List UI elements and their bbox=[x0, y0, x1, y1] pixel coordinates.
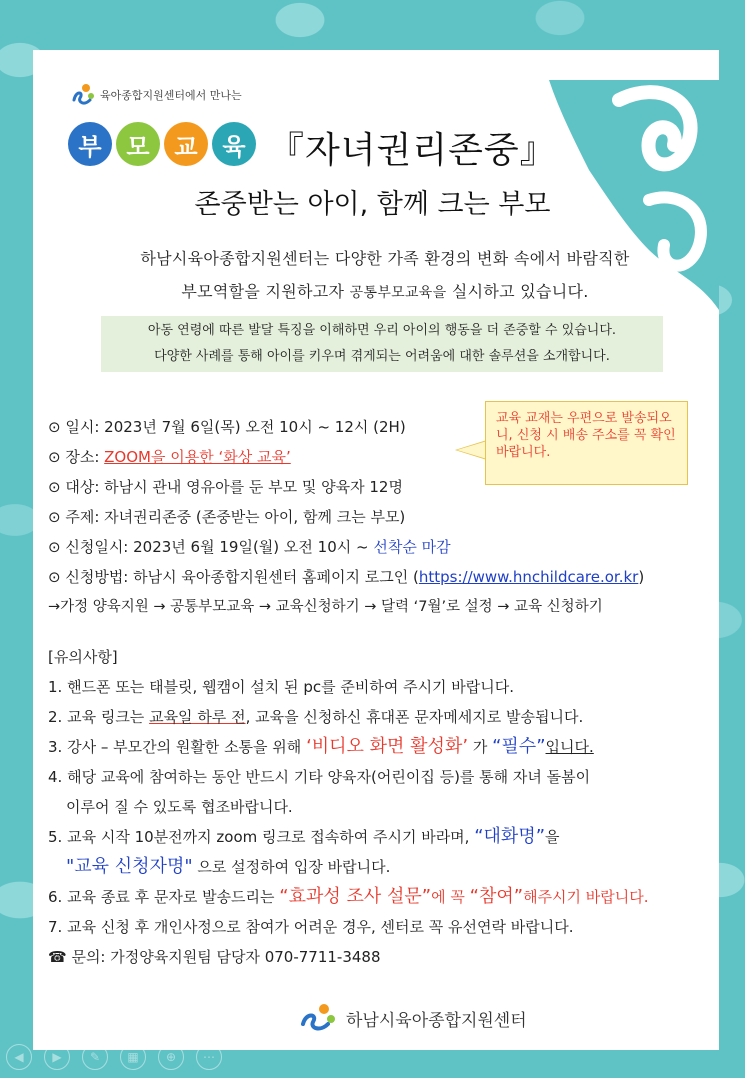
info-apply bbox=[48, 532, 644, 562]
info-topic bbox=[48, 502, 644, 532]
info-method-label: 신청방법: 하남시 육아종합지원센터 홈페이지 로그인 ( bbox=[60, 568, 419, 586]
note-5e: 으로 설정하여 입장 바랍니다. bbox=[192, 858, 391, 876]
badge-mo: 모 bbox=[116, 122, 160, 166]
info-method-close: ) bbox=[638, 568, 645, 586]
note-2b: 교육일 하루 전 bbox=[149, 708, 246, 726]
intro-line-2a: 부모역할을 지원하고자 bbox=[181, 282, 350, 301]
center-logo-icon bbox=[70, 82, 96, 108]
page-title: 『자녀권리존중』 bbox=[268, 130, 557, 171]
contact-line bbox=[48, 942, 649, 972]
intro-line-2 bbox=[60, 275, 710, 310]
org-tagline-row bbox=[70, 82, 242, 108]
info-place-label: 장소: bbox=[60, 448, 105, 466]
notes-heading: [유의사항] bbox=[48, 648, 118, 666]
note-1: 1. 핸드폰 또는 태블릿, 웹캠이 설치 된 pc를 준비하여 주시기 바랍니다. bbox=[48, 678, 515, 696]
info-path: →가정 양육지원 → 공통부모교육 → 교육신청하기 → 달력 ‘7월’로 설정 → 교육 신청하기 bbox=[48, 599, 603, 615]
callout-tail-fill bbox=[457, 441, 487, 459]
info-target-text: 대상: 하남시 관내 영유아를 둔 부모 및 양육자 12명 bbox=[60, 478, 403, 496]
intro-line-1: 하남시육아종합지원센터는 다양한 가족 환경의 변화 속에서 바람직한 bbox=[140, 249, 630, 268]
note-5-cont bbox=[48, 852, 649, 882]
summary-line-1: 아동 연령에 따른 발달 특징을 이해하면 우리 아이의 행동을 더 존중할 수 있습니다. bbox=[147, 323, 617, 338]
pen-icon[interactable]: ✎ bbox=[82, 1044, 108, 1070]
note-4b: 이루어 질 수 있도록 협조바랍니다. bbox=[66, 798, 293, 816]
note-2a: 2. 교육 링크는 bbox=[48, 708, 150, 726]
summary-line-2: 다양한 사례를 통해 아이를 키우며 겪게되는 어려움에 대한 솔루션을 소개합니다. bbox=[154, 349, 610, 364]
note-6d: “참여” bbox=[469, 886, 524, 907]
note-7: 7. 교육 신청 후 개인사정으로 참여가 어려운 경우, 센터로 꼭 유선연락 바랍니다. bbox=[48, 918, 574, 936]
bullet-icon: ⊙ bbox=[48, 478, 61, 496]
org-tagline: 육아종합지원센터에서 만나는 bbox=[100, 89, 242, 102]
prev-slide-icon[interactable]: ◀ bbox=[6, 1044, 32, 1070]
bullet-icon: ⊙ bbox=[48, 538, 61, 556]
note-3 bbox=[48, 732, 649, 762]
note-3a: 3. 강사 – 부모간의 원활한 소통을 위해 bbox=[48, 738, 307, 756]
note-3c: 가 bbox=[468, 738, 493, 756]
info-apply-note: 선착순 마감 bbox=[373, 538, 451, 556]
note-6 bbox=[48, 882, 649, 912]
note-6b: “효과성 조사 설문” bbox=[279, 886, 432, 907]
badge-row bbox=[68, 122, 256, 166]
intro-line-2b: 공통부모교육을 bbox=[349, 285, 447, 301]
bullet-icon: ⊙ bbox=[48, 508, 61, 526]
note-4a: 4. 해당 교육에 참여하는 동안 반드시 기타 양육자(어린이집 등)를 통해 자녀 돌봄이 bbox=[48, 768, 591, 786]
note-2 bbox=[48, 702, 649, 732]
intro-text bbox=[60, 242, 710, 310]
note-5b: “대화명” bbox=[474, 826, 546, 847]
bullet-icon: ⊙ bbox=[48, 568, 61, 586]
slides-icon[interactable]: ▦ bbox=[120, 1044, 146, 1070]
badge-bu: 부 bbox=[68, 122, 112, 166]
bullet-icon: ⊙ bbox=[48, 448, 61, 466]
footer-logo-icon bbox=[298, 1002, 338, 1034]
more-icon[interactable]: ⋯ bbox=[196, 1044, 222, 1070]
next-slide-icon[interactable]: ▶ bbox=[44, 1044, 70, 1070]
homepage-link[interactable]: https://www.hnchildcare.or.kr bbox=[418, 568, 639, 586]
footer-org-name: 하남시육아종합지원센터 bbox=[346, 1010, 527, 1031]
info-method bbox=[48, 562, 644, 592]
note-3d: “필수” bbox=[492, 736, 546, 757]
note-6a: 6. 교육 종료 후 문자로 발송드리는 bbox=[48, 888, 280, 906]
zoom-icon[interactable]: ⊕ bbox=[158, 1044, 184, 1070]
note-3b: ‘비디오 화면 활성화’ bbox=[306, 736, 469, 757]
page-subtitle: 존중받는 아이, 함께 크는 부모 bbox=[194, 189, 551, 220]
intro-line-2c: 실시하고 있습니다. bbox=[446, 282, 589, 301]
footer-org bbox=[298, 1002, 527, 1034]
note-5d: "교육 신청자명" bbox=[66, 856, 193, 877]
bullet-icon: ⊙ bbox=[48, 418, 61, 436]
badge-gyo: 교 bbox=[164, 122, 208, 166]
note-3e: 입니다. bbox=[545, 738, 594, 756]
summary-box bbox=[101, 316, 663, 372]
info-apply-label: 신청일시: 2023년 6월 19일(월) 오전 10시 ~ bbox=[60, 538, 374, 556]
viewer-toolbar bbox=[6, 1044, 222, 1070]
note-5c: 을 bbox=[545, 828, 560, 846]
note-2c: , 교육을 신청하신 휴대폰 문자메세지로 발송됩니다. bbox=[245, 708, 584, 726]
note-5a: 5. 교육 시작 10분전까지 zoom 링크로 접속하여 주시기 바라며, bbox=[48, 828, 475, 846]
note-6c: 에 꼭 bbox=[431, 888, 470, 906]
materials-callout: 교육 교재는 우편으로 발송되오니, 신청 시 배송 주소를 꼭 확인 바랍니다. bbox=[485, 401, 688, 485]
info-topic-text: 주제: 자녀권리존중 (존중받는 아이, 함께 크는 부모) bbox=[60, 508, 406, 526]
note-6e: 해주시기 바랍니다. bbox=[523, 888, 649, 906]
note-5 bbox=[48, 822, 649, 852]
phone-icon: ☎ bbox=[48, 948, 67, 966]
notes-list bbox=[48, 642, 649, 972]
contact-text: 문의: 가정양육지원팀 담당자 070-7711-3488 bbox=[66, 948, 381, 966]
info-place-value: ZOOM을 이용한 ‘화상 교육’ bbox=[104, 448, 291, 466]
badge-yuk: 육 bbox=[212, 122, 256, 166]
info-date-text: 일시: 2023년 7월 6일(목) 오전 10시 ~ 12시 (2H) bbox=[60, 418, 406, 436]
